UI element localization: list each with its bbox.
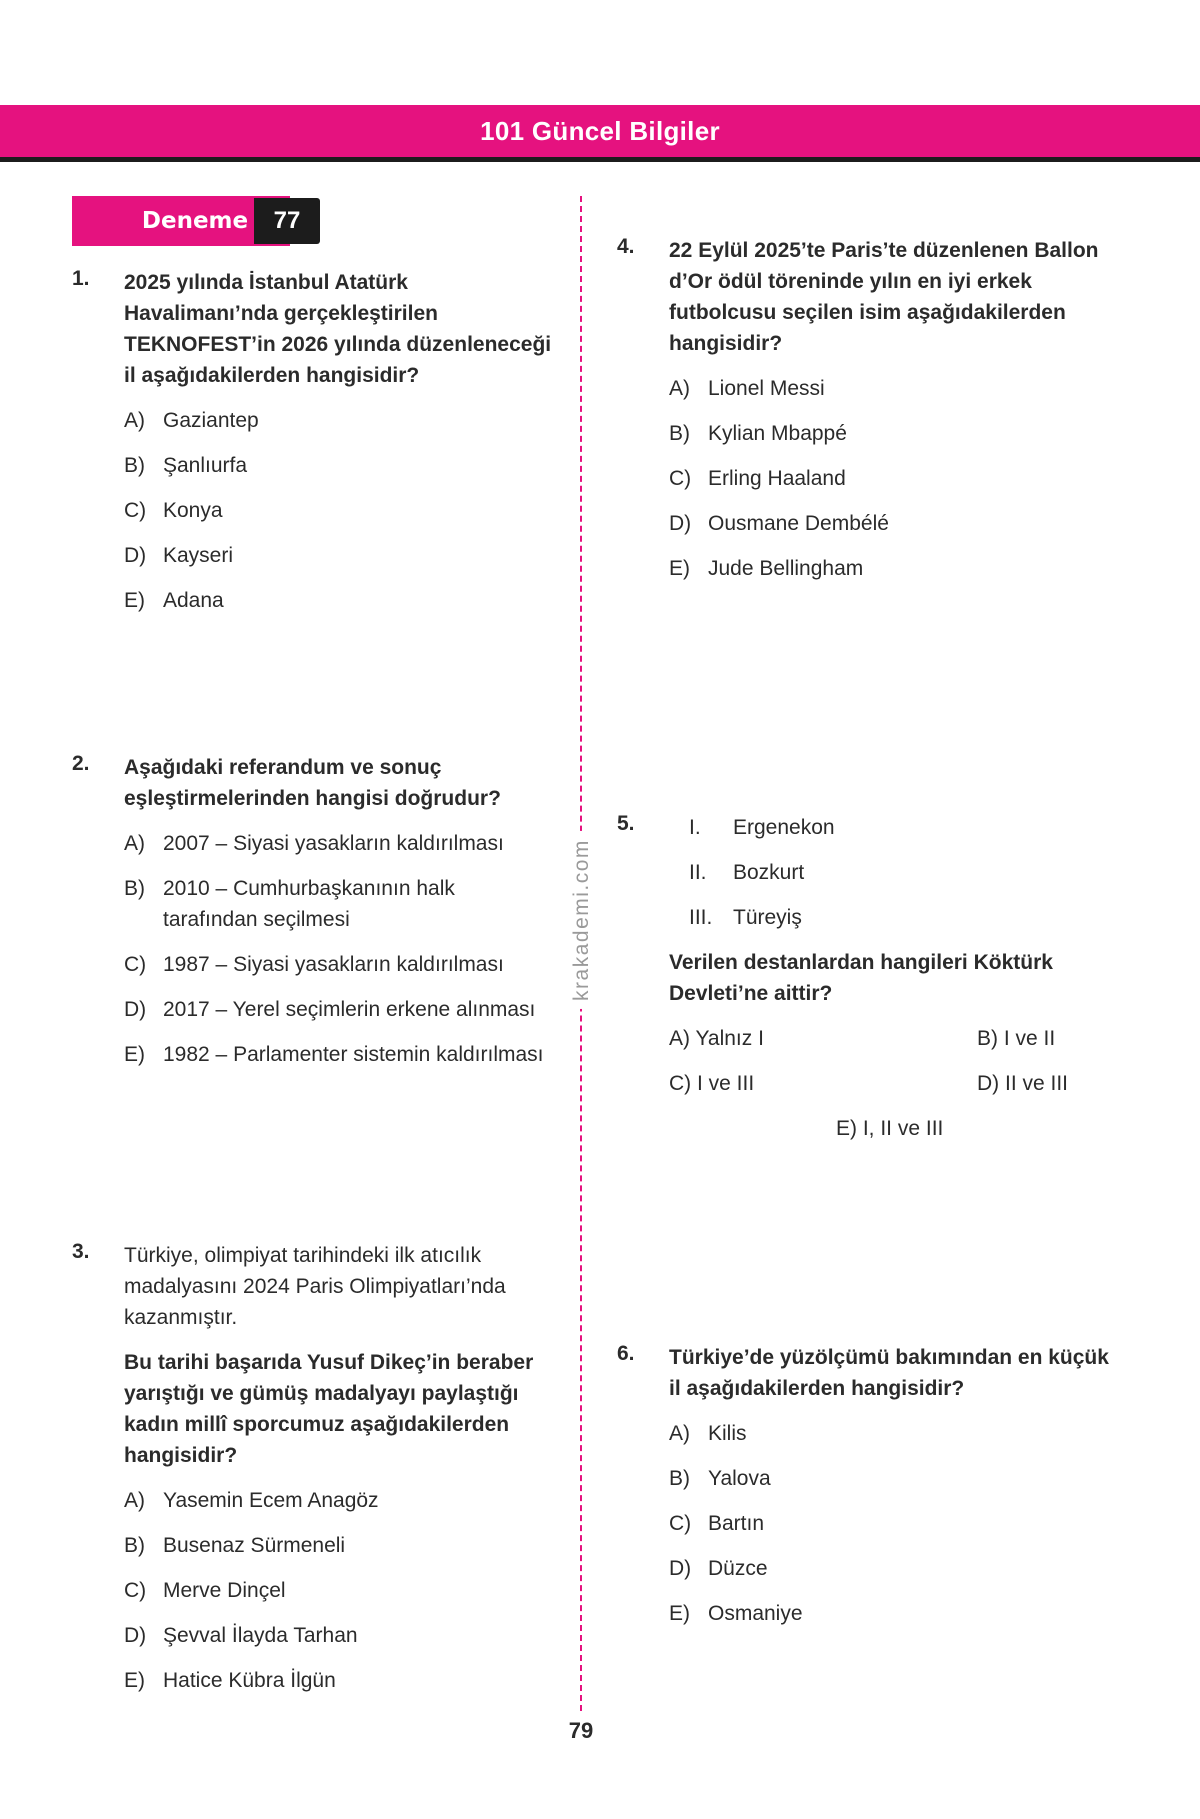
- test-badge-label: Deneme: [72, 196, 290, 246]
- option-e[interactable]: E) Adana: [124, 589, 224, 612]
- option-a[interactable]: A) Kilis: [669, 1422, 747, 1445]
- option-b[interactable]: B) 2010 – Cumhurbaşkanının halk tarafından seçilmesi: [124, 877, 455, 931]
- question-intro: Türkiye, olimpiyat tarihindeki ilk atıcılık madalyasını 2024 Paris Olimpiyatları’nda kazanmıştır.: [124, 1244, 506, 1329]
- option-c[interactable]: C) Konya: [124, 499, 223, 522]
- option-b[interactable]: B) Yalova: [669, 1467, 771, 1490]
- question-stem: Verilen destanlardan hangileri Köktürk Devleti’ne aittir?: [669, 951, 1053, 1005]
- question-stem: 2025 yılında İstanbul Atatürk Havalimanı’nda gerçekleştirilen TEKNOFEST’in 2026 yılında düzenleneceği il aşağıdakilerden hangisidir?: [124, 271, 552, 387]
- question-number: 6.: [617, 1342, 635, 1365]
- option-b[interactable]: B) Kylian Mbappé: [669, 422, 847, 445]
- question-stem: Türkiye’de yüzölçümü bakımından en küçük il aşağıdakilerden hangisidir?: [669, 1346, 1109, 1400]
- option-d[interactable]: D) Kayseri: [124, 544, 234, 567]
- watermark: krakademi.com: [566, 831, 598, 1009]
- question-number: 4.: [617, 235, 635, 258]
- question-4: [617, 235, 1117, 584]
- question-number: 2.: [72, 752, 90, 775]
- test-badge-number: 77: [254, 198, 320, 244]
- option-b[interactable]: B) Busenaz Sürmeneli: [124, 1534, 346, 1557]
- option-e[interactable]: E) 1982 – Parlamenter sistemin kaldırılması: [124, 1043, 544, 1066]
- question-number: 1.: [72, 267, 90, 290]
- page-number: 79: [568, 1718, 594, 1743]
- option-e[interactable]: E) Osmaniye: [669, 1602, 803, 1625]
- option-c[interactable]: C) I ve III: [669, 1072, 755, 1095]
- options-grid: [669, 1023, 1117, 1158]
- option-c[interactable]: C) 1987 – Siyasi yasakların kaldırılması: [124, 953, 504, 976]
- question-number: 5.: [617, 812, 635, 835]
- option-b[interactable]: B) Şanlıurfa: [124, 454, 248, 477]
- question-5: [617, 812, 1117, 1158]
- option-c[interactable]: C) Erling Haaland: [669, 467, 846, 490]
- option-d[interactable]: D) Düzce: [669, 1557, 768, 1580]
- question-2: [72, 752, 552, 1070]
- option-e[interactable]: E) Jude Bellingham: [669, 557, 864, 580]
- question-1: [72, 267, 552, 616]
- question-number: 3.: [72, 1240, 90, 1263]
- option-c[interactable]: C) Merve Dinçel: [124, 1579, 286, 1602]
- option-a[interactable]: A) 2007 – Siyasi yasakların kaldırılması: [124, 832, 504, 855]
- option-c[interactable]: C) Bartın: [669, 1512, 765, 1535]
- header-underline: [0, 157, 1200, 162]
- option-a[interactable]: A) Yasemin Ecem Anagöz: [124, 1489, 379, 1512]
- option-e[interactable]: E) I, II ve III: [836, 1117, 944, 1140]
- option-d[interactable]: D) Ousmane Dembélé: [669, 512, 889, 535]
- question-stem: 22 Eylül 2025’te Paris’te düzenlenen Ballon d’Or ödül töreninde yılın en iyi erkek futbolcusu seçilen isim aşağıdakilerden hangisidir?: [669, 239, 1099, 355]
- option-e[interactable]: E) Hatice Kübra İlgün: [124, 1669, 336, 1692]
- option-b[interactable]: B) I ve II: [977, 1027, 1056, 1050]
- test-badge: [72, 196, 320, 246]
- roman-item: I. Ergenekon: [689, 816, 835, 839]
- option-d[interactable]: D) Şevval İlayda Tarhan: [124, 1624, 358, 1647]
- option-d[interactable]: D) 2017 – Yerel seçimlerin erkene alınması: [124, 998, 536, 1021]
- question-3: [72, 1240, 552, 1696]
- option-a[interactable]: A) Lionel Messi: [669, 377, 825, 400]
- roman-item: III. Türeyiş: [689, 906, 802, 929]
- header-title: 101 Güncel Bilgiler: [480, 116, 720, 146]
- option-a[interactable]: A) Gaziantep: [124, 409, 259, 432]
- question-stem: Aşağıdaki referandum ve sonuç eşleştirmelerinden hangisi doğrudur?: [124, 756, 501, 810]
- option-d[interactable]: D) II ve III: [977, 1072, 1069, 1095]
- question-6: [617, 1342, 1117, 1629]
- option-a[interactable]: A) Yalnız I: [669, 1027, 764, 1050]
- question-stem: Bu tarihi başarıda Yusuf Dikeç’in beraber yarıştığı ve gümüş madalyayı paylaştığı kadın millî sporcumuz aşağıdakilerden hangisidir?: [124, 1351, 534, 1467]
- roman-item: II. Bozkurt: [689, 861, 805, 884]
